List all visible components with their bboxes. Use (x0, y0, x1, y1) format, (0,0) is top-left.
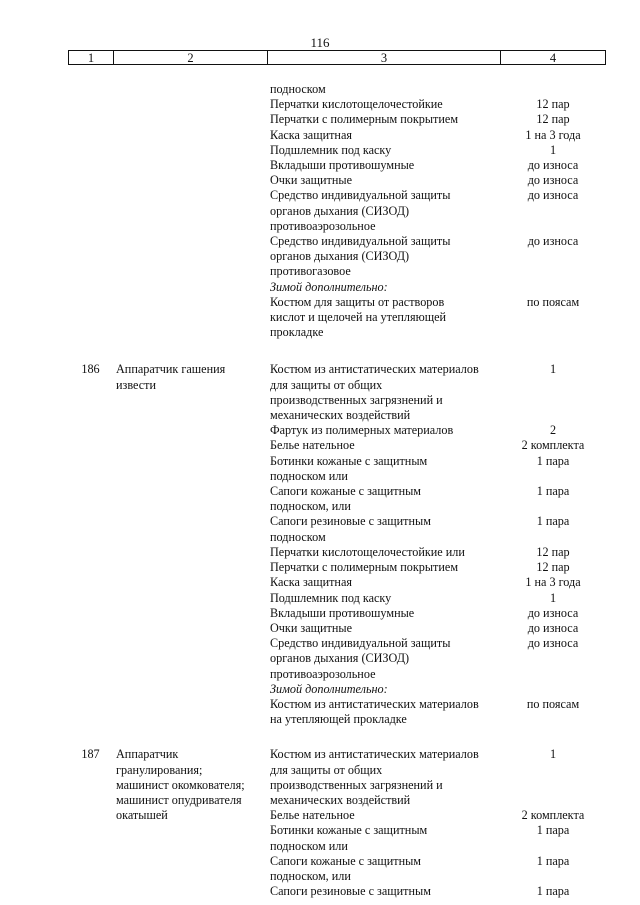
header-col-1: 1 (69, 51, 114, 64)
item-name: прокладке (270, 325, 324, 340)
profession-cell (113, 869, 270, 884)
table-row (68, 778, 606, 793)
row-number (68, 682, 113, 697)
table-row (68, 295, 606, 310)
item-name: механических воздействий (270, 792, 411, 807)
row-number (68, 712, 113, 727)
table-row (68, 325, 606, 340)
item-name: подноском, или (270, 868, 351, 883)
item-name: Каска защитная (270, 575, 352, 590)
table-row (68, 362, 606, 377)
item-quantity: 12 пар (536, 97, 570, 112)
item-name: органов дыхания (СИЗОД) (270, 249, 410, 264)
item-quantity (500, 667, 606, 682)
item-name: органов дыхания (СИЗОД) (270, 651, 410, 666)
table-row (68, 219, 606, 234)
row-number (68, 423, 113, 438)
table-row (68, 188, 606, 203)
table-row (68, 712, 606, 727)
item-quantity: 1 на 3 года (525, 127, 581, 142)
table-row (68, 793, 606, 808)
profession-cell (113, 128, 270, 143)
row-number (68, 454, 113, 469)
page-number: 116 (310, 35, 330, 50)
table-row (68, 697, 606, 712)
row-number (68, 778, 113, 793)
row-number (68, 173, 113, 188)
row-number (68, 839, 113, 854)
table-row (68, 747, 606, 762)
table-row (68, 454, 606, 469)
row-number (68, 393, 113, 408)
item-quantity: 1 пара (536, 484, 570, 499)
profession-cell (113, 606, 270, 621)
item-quantity: 1 пара (536, 514, 570, 529)
item-name: Перчатки с полимерным покрытием (270, 560, 459, 575)
item-quantity: до износа (527, 620, 579, 635)
table-row (68, 112, 606, 127)
row-number (68, 606, 113, 621)
profession-cell (113, 408, 270, 423)
row-number (68, 249, 113, 264)
item-quantity: 1 пара (536, 453, 570, 468)
profession-cell: Аппаратчик (116, 747, 179, 762)
table-row (68, 393, 606, 408)
profession-cell (113, 530, 270, 545)
item-quantity: 1 на 3 года (525, 575, 581, 590)
item-quantity (500, 530, 606, 545)
item-name: подноском или (270, 468, 348, 483)
item-quantity: 1 пара (536, 823, 570, 838)
item-name: Подшлемник под каску (270, 142, 392, 157)
profession-cell (113, 499, 270, 514)
table-row (68, 469, 606, 484)
item-name: Белье нательное (270, 438, 355, 453)
row-number (68, 438, 113, 453)
table-row (68, 560, 606, 575)
table-row (68, 234, 606, 249)
row-number (68, 808, 113, 823)
item-quantity (500, 264, 606, 279)
profession-cell (113, 823, 270, 838)
item-name: противогазовое (270, 264, 351, 279)
row-number (68, 514, 113, 529)
table-row (68, 310, 606, 325)
item-name: на утепляющей прокладке (270, 712, 407, 727)
item-quantity: 2 комплекта (521, 808, 585, 823)
table-row (68, 763, 606, 778)
profession-cell (113, 310, 270, 325)
profession-cell (113, 621, 270, 636)
table-row (68, 854, 606, 869)
item-quantity: по поясам (526, 696, 580, 711)
profession-cell: машинист опудривателя (116, 792, 242, 807)
profession-cell (113, 697, 270, 712)
item-quantity (500, 219, 606, 234)
table-row (68, 575, 606, 590)
table-row (68, 97, 606, 112)
item-quantity (500, 378, 606, 393)
profession-cell (113, 249, 270, 264)
row-number (68, 884, 113, 899)
item-name: Средство индивидуальной защиты (270, 636, 451, 651)
item-name: Сапоги резиновые с защитным (270, 514, 431, 529)
item-name: противоаэрозольное (270, 666, 376, 681)
profession-cell (113, 158, 270, 173)
item-quantity (500, 469, 606, 484)
item-name: производственных загрязнений и (270, 392, 443, 407)
profession-cell (113, 393, 270, 408)
profession-cell (113, 423, 270, 438)
row-number (68, 82, 113, 97)
table-row (68, 545, 606, 560)
header-col-2: 2 (114, 51, 268, 64)
group-spacer (68, 340, 606, 362)
profession-cell (113, 143, 270, 158)
row-number (68, 97, 113, 112)
profession-cell (113, 884, 270, 899)
item-name: Ботинки кожаные с защитным (270, 823, 428, 838)
item-quantity: 1 (549, 590, 557, 605)
row-number (68, 667, 113, 682)
item-name: Ботинки кожаные с защитным (270, 453, 428, 468)
row-number (68, 545, 113, 560)
profession-cell: извести (116, 377, 156, 392)
profession-cell: гранулирования; (116, 762, 203, 777)
profession-cell (113, 454, 270, 469)
item-name: Средство индивидуальной защиты (270, 234, 451, 249)
item-name: Очки защитные (270, 173, 352, 188)
item-name: Костюм из антистатических материалов (270, 696, 479, 711)
row-number: 186 (81, 362, 100, 377)
profession-cell (113, 219, 270, 234)
item-quantity (500, 778, 606, 793)
item-quantity (500, 310, 606, 325)
profession-cell (113, 173, 270, 188)
table-row (68, 636, 606, 651)
table-row (68, 484, 606, 499)
table-row (68, 423, 606, 438)
table-row (68, 606, 606, 621)
profession-cell (113, 469, 270, 484)
table-row (68, 667, 606, 682)
profession-cell (113, 575, 270, 590)
table-row (68, 530, 606, 545)
item-quantity (500, 82, 606, 97)
profession-cell (113, 234, 270, 249)
item-name: Костюм из антистатических материалов (270, 747, 479, 762)
table-row (68, 128, 606, 143)
table-row (68, 651, 606, 666)
profession-cell (113, 545, 270, 560)
row-number (68, 408, 113, 423)
item-quantity (500, 682, 606, 697)
profession-cell (113, 204, 270, 219)
table-body (68, 82, 606, 899)
item-name: кислот и щелочей на утепляющей (270, 310, 447, 325)
item-name: Средство индивидуальной защиты (270, 188, 451, 203)
row-number (68, 219, 113, 234)
item-name: Вкладыши противошумные (270, 605, 415, 620)
item-name: Костюм для защиты от растворов (270, 294, 445, 309)
profession-cell (113, 839, 270, 854)
profession-cell (113, 484, 270, 499)
table-row (68, 249, 606, 264)
item-name: Перчатки кислотощелочестойкие или (270, 544, 465, 559)
item-name: для защиты от общих (270, 377, 383, 392)
item-name: органов дыхания (СИЗОД) (270, 203, 410, 218)
item-quantity: 1 (549, 747, 557, 762)
item-name: Вкладыши противошумные (270, 158, 415, 173)
table-row (68, 514, 606, 529)
profession-cell (113, 682, 270, 697)
item-quantity: 12 пар (536, 112, 570, 127)
item-name: механических воздействий (270, 408, 411, 423)
item-quantity: до износа (527, 234, 579, 249)
profession-cell (113, 97, 270, 112)
item-quantity: 2 комплекта (521, 438, 585, 453)
profession-cell (113, 264, 270, 279)
table-row (68, 264, 606, 279)
item-name: подноском или (270, 838, 348, 853)
row-number (68, 560, 113, 575)
profession-cell (113, 667, 270, 682)
row-number (68, 636, 113, 651)
row-number (68, 295, 113, 310)
item-name: Подшлемник под каску (270, 590, 392, 605)
table-row (68, 438, 606, 453)
profession-cell (113, 636, 270, 651)
row-number (68, 854, 113, 869)
item-name: противоаэрозольное (270, 218, 376, 233)
row-number: 187 (81, 747, 100, 762)
row-number (68, 204, 113, 219)
item-name: Очки защитные (270, 620, 352, 635)
table-row (68, 143, 606, 158)
profession-cell (113, 712, 270, 727)
row-number (68, 697, 113, 712)
table-header (68, 50, 606, 65)
item-name: Каска защитная (270, 127, 352, 142)
item-name: подноском, или (270, 499, 351, 514)
item-quantity: 12 пар (536, 560, 570, 575)
table-row (68, 823, 606, 838)
item-name: подноском (270, 82, 326, 96)
item-quantity (500, 839, 606, 854)
table-row (68, 839, 606, 854)
item-name: Зимой дополнительно: (270, 279, 388, 294)
row-number (68, 378, 113, 393)
row-number (68, 143, 113, 158)
table-row (68, 173, 606, 188)
item-name: Перчатки кислотощелочестойкие (270, 97, 443, 112)
profession-cell (113, 280, 270, 295)
item-name: подноском (270, 529, 326, 544)
header-col-4: 4 (549, 51, 557, 65)
row-number (68, 325, 113, 340)
item-name: Фартук из полимерных материалов (270, 423, 454, 438)
table-row (68, 808, 606, 823)
item-quantity: 12 пар (536, 544, 570, 559)
header-col-3: 3 (268, 51, 501, 64)
table-row (68, 158, 606, 173)
profession-cell: Аппаратчик гашения (116, 362, 226, 377)
profession-cell (113, 188, 270, 203)
profession-cell (113, 112, 270, 127)
item-quantity (500, 763, 606, 778)
row-number (68, 651, 113, 666)
profession-cell (113, 591, 270, 606)
item-quantity: 1 пара (536, 853, 570, 868)
table-row (68, 204, 606, 219)
item-quantity (500, 651, 606, 666)
item-name: Сапоги кожаные с защитным (270, 484, 421, 499)
item-quantity: до износа (527, 188, 579, 203)
item-name: производственных загрязнений и (270, 777, 443, 792)
table-row (68, 499, 606, 514)
row-number (68, 575, 113, 590)
item-name: Зимой дополнительно: (270, 681, 388, 696)
item-quantity (500, 280, 606, 295)
table-row (68, 591, 606, 606)
row-number (68, 869, 113, 884)
row-number (68, 469, 113, 484)
row-number (68, 158, 113, 173)
item-quantity (500, 393, 606, 408)
item-quantity: 2 (549, 423, 557, 438)
table-row (68, 82, 606, 97)
item-quantity (500, 249, 606, 264)
row-number (68, 112, 113, 127)
row-number (68, 128, 113, 143)
item-name: для защиты от общих (270, 762, 383, 777)
table-row (68, 378, 606, 393)
row-number (68, 621, 113, 636)
item-quantity: до износа (527, 158, 579, 173)
profession-cell: окатышей (116, 808, 168, 823)
item-name: Перчатки с полимерным покрытием (270, 112, 459, 127)
profession-cell (113, 438, 270, 453)
row-number (68, 188, 113, 203)
row-number (68, 823, 113, 838)
item-quantity (500, 869, 606, 884)
item-name: Сапоги резиновые с защитным (270, 884, 431, 899)
item-name: Костюм из антистатических материалов (270, 362, 479, 377)
item-quantity: до износа (527, 605, 579, 620)
profession-cell (113, 560, 270, 575)
item-quantity (500, 408, 606, 423)
table-row (68, 280, 606, 295)
item-quantity: до износа (527, 173, 579, 188)
item-name: Белье нательное (270, 808, 355, 823)
item-quantity: 1 (549, 362, 557, 377)
row-number (68, 310, 113, 325)
row-number (68, 530, 113, 545)
row-number (68, 234, 113, 249)
group-spacer (68, 727, 606, 747)
item-quantity (500, 793, 606, 808)
item-quantity: 1 (549, 142, 557, 157)
profession-cell (113, 651, 270, 666)
table-row (68, 884, 606, 899)
profession-cell (113, 325, 270, 340)
row-number (68, 591, 113, 606)
profession-cell (113, 82, 270, 97)
row-number (68, 793, 113, 808)
table-row (68, 408, 606, 423)
profession-cell (113, 854, 270, 869)
profession-cell (113, 295, 270, 310)
row-number (68, 484, 113, 499)
item-quantity (500, 325, 606, 340)
profession-cell (113, 514, 270, 529)
table-row (68, 621, 606, 636)
item-quantity (500, 499, 606, 514)
table-row (68, 682, 606, 697)
row-number (68, 264, 113, 279)
item-quantity (500, 712, 606, 727)
item-name: Сапоги кожаные с защитным (270, 853, 421, 868)
row-number (68, 499, 113, 514)
row-number (68, 280, 113, 295)
item-quantity: 1 пара (536, 884, 570, 899)
row-number (68, 763, 113, 778)
profession-cell: машинист окомкователя; (116, 777, 245, 792)
item-quantity: по поясам (526, 294, 580, 309)
item-quantity: до износа (527, 636, 579, 651)
table-row (68, 869, 606, 884)
item-quantity (500, 204, 606, 219)
